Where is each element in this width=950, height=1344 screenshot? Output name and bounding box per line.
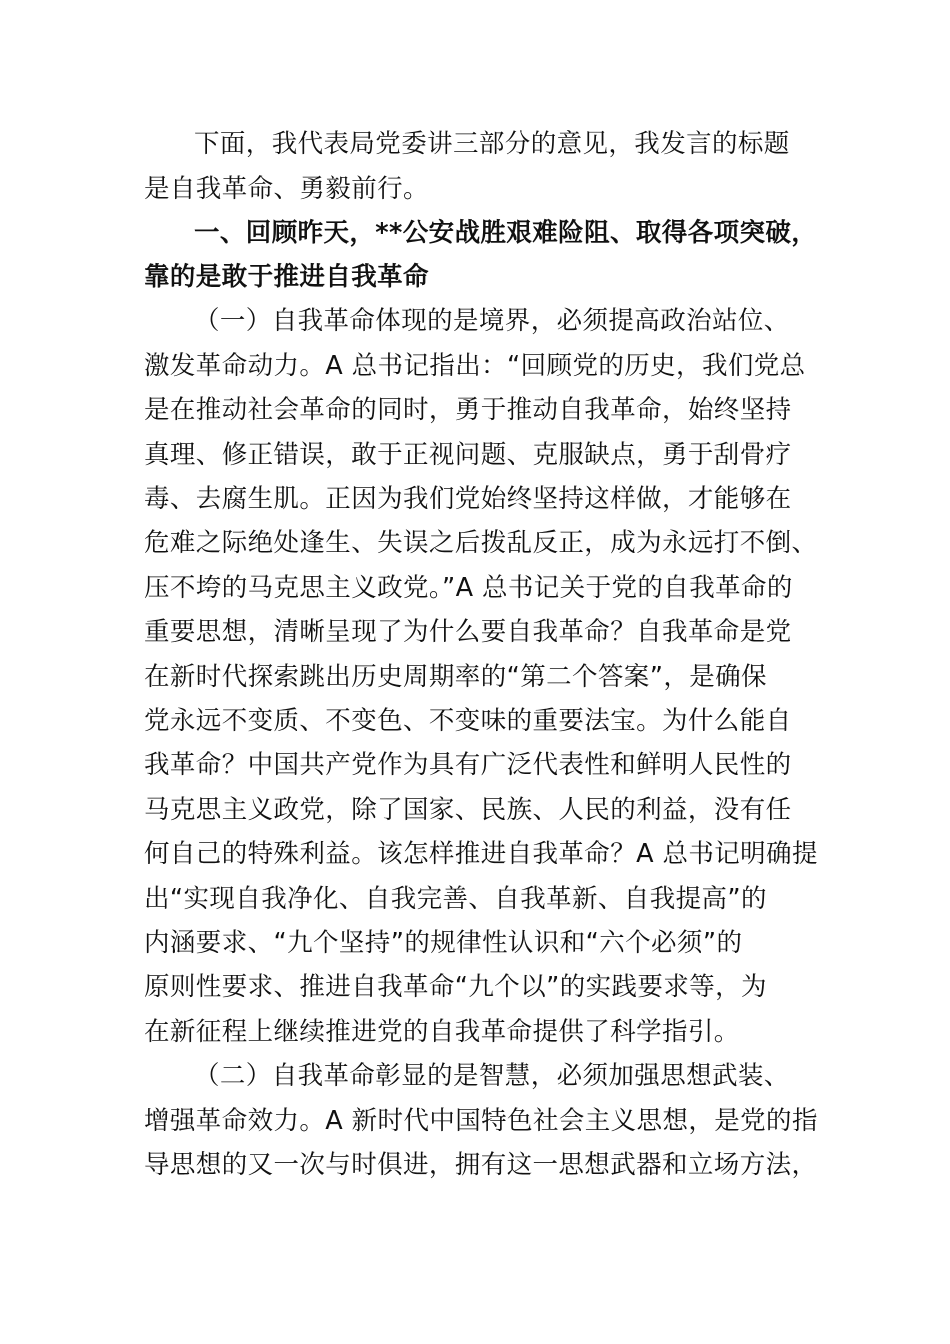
- paragraph-line: 马克思主义政党，除了国家、民族、人民的利益，没有任: [144, 795, 792, 825]
- paragraph-line: 重要思想，清晰呈现了为什么要自我革命？自我革命是党: [144, 617, 792, 647]
- paragraph-line: 毒、去腐生肌。正因为我们党始终坚持这样做，才能够在: [144, 484, 792, 514]
- paragraph-line: 内涵要求、“九个坚持”的规律性认识和“六个必须”的: [144, 928, 743, 958]
- paragraph-line: 激发革命动力。A 总书记指出：“回顾党的历史，我们党总: [144, 351, 806, 381]
- paragraph-line: （一）自我革命体现的是境界，必须提高政治站位、: [194, 306, 790, 336]
- paragraph-line: 增强革命效力。A 新时代中国特色社会主义思想，是党的指: [144, 1106, 818, 1136]
- paragraph-line: 真理、修正错误，敢于正视问题、克服缺点，勇于刮骨疗: [144, 440, 792, 470]
- section-heading-line: 一、回顾昨天，**公安战胜艰难险阻、取得各项突破，: [194, 218, 818, 248]
- paragraph-line: 原则性要求、推进自我革命“九个以”的实践要求等，为: [144, 972, 767, 1002]
- paragraph-line: 党永远不变质、不变色、不变味的重要法宝。为什么能自: [144, 706, 792, 736]
- paragraph-line: 是自我革命、勇毅前行。: [144, 174, 429, 204]
- paragraph-line: 导思想的又一次与时俱进，拥有这一思想武器和立场方法，: [144, 1150, 818, 1180]
- paragraph-line: （二）自我革命彰显的是智慧，必须加强思想武装、: [194, 1061, 790, 1091]
- paragraph-line: 在新时代探索跳出历史周期率的“第二个答案”，是确保: [144, 662, 767, 692]
- paragraph-line: 压不垮的马克思主义政党。”A 总书记关于党的自我革命的: [144, 573, 793, 603]
- paragraph-line: 是在推动社会革命的同时，勇于推动自我革命，始终坚持: [144, 395, 792, 425]
- section-heading-line: 靠的是敢于推进自我革命: [144, 262, 429, 292]
- paragraph-line: 危难之际绝处逢生、失误之后拨乱反正，成为永远打不倒、: [144, 528, 818, 558]
- paragraph-line: 出“实现自我净化、自我完善、自我革新、自我提高”的: [144, 884, 767, 914]
- paragraph-line: 在新征程上继续推进党的自我革命提供了科学指引。: [144, 1017, 740, 1047]
- paragraph-line: 下面，我代表局党委讲三部分的意见，我发言的标题: [194, 129, 790, 159]
- paragraph-line: 我革命？中国共产党作为具有广泛代表性和鲜明人民性的: [144, 750, 792, 780]
- paragraph-line: 何自己的特殊利益。该怎样推进自我革命？A 总书记明确提: [144, 839, 818, 869]
